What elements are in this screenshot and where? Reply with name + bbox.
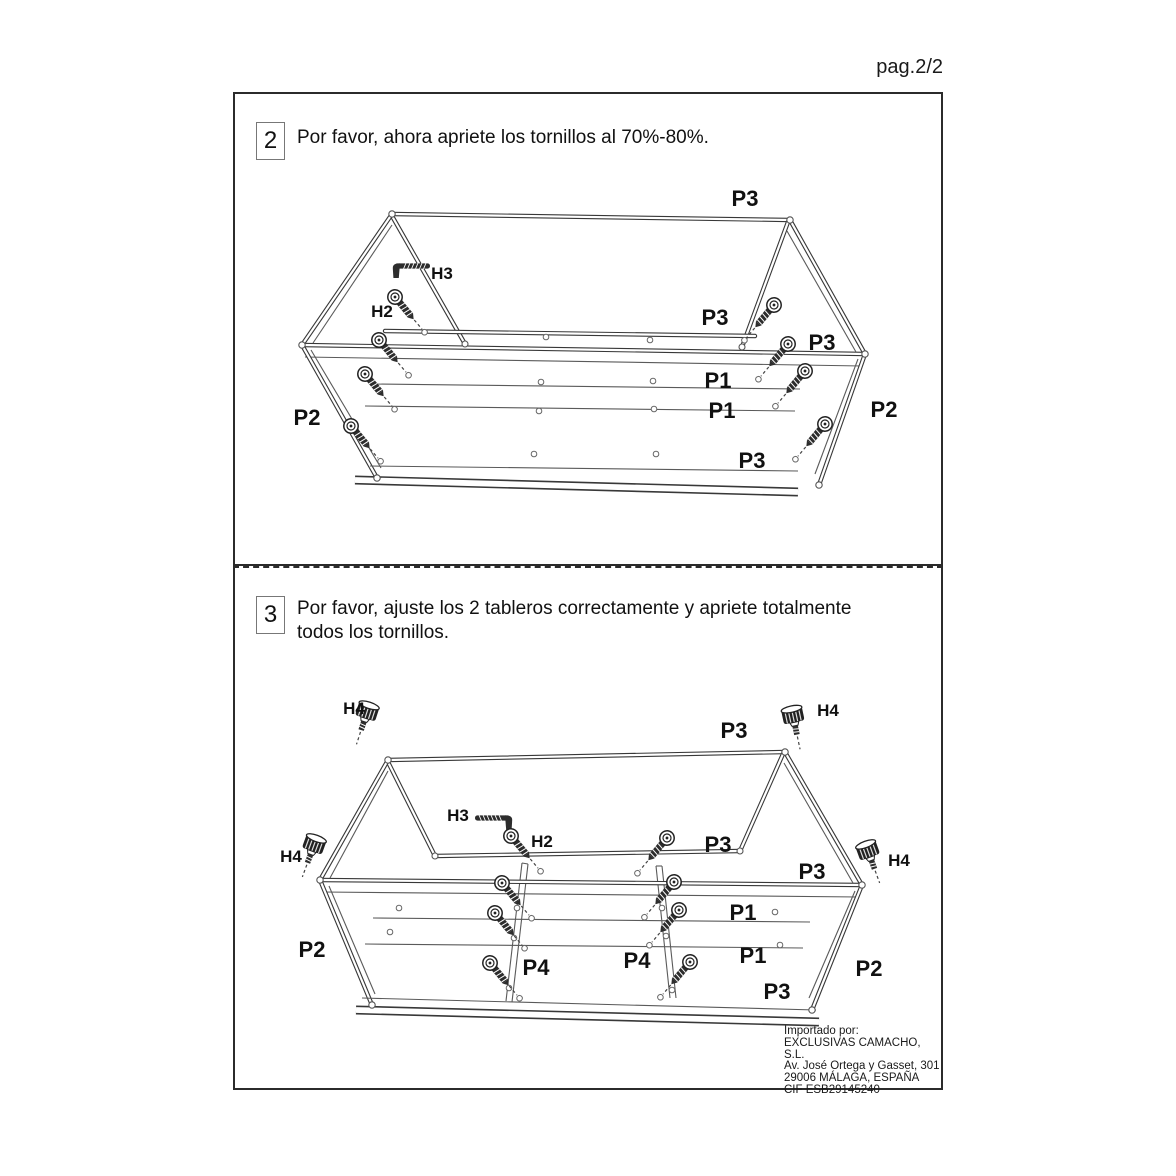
screw-icon — [341, 416, 388, 468]
step2-instruction: Por favor, ahora apriete los tornillos al 70%-80%. — [297, 127, 709, 148]
label-h2: H2 — [531, 832, 553, 851]
label-p3-right: P3 — [798, 859, 826, 884]
step3-diagram — [235, 568, 941, 1088]
step3-number-box: 3 — [256, 596, 285, 634]
label-p1-a: P1 — [704, 368, 732, 393]
label-p2-right: P2 — [870, 397, 898, 422]
label-h3: H3 — [431, 264, 453, 283]
thumbscrew-icon — [781, 704, 811, 752]
label-p3-bottom: P3 — [763, 979, 791, 1004]
screw-icon — [642, 900, 689, 952]
label-p1-b: P1 — [708, 398, 736, 423]
label-h4-topright: H4 — [817, 701, 839, 720]
label-h3: H3 — [447, 806, 469, 825]
importer-line: Av. José Ortega y Gasset, 301 — [784, 1060, 940, 1073]
label-h4-right: H4 — [888, 851, 910, 870]
label-h4-topleft: H4 — [343, 699, 365, 718]
label-p3-mid: P3 — [704, 832, 732, 857]
step3-instruction-line2: todos los tornillos. — [297, 622, 450, 643]
step2-number-box: 2 — [256, 122, 285, 160]
label-p4-left: P4 — [522, 955, 550, 980]
label-p2-left: P2 — [293, 405, 321, 430]
label-p3-bottom: P3 — [738, 448, 766, 473]
label-p3-top: P3 — [720, 718, 748, 743]
label-p3-top: P3 — [731, 186, 759, 211]
label-p2-left: P2 — [298, 937, 326, 962]
label-p3-right: P3 — [808, 330, 836, 355]
screw-icon — [355, 364, 402, 416]
label-p1-b: P1 — [739, 943, 767, 968]
screw-icon — [653, 952, 700, 1004]
importer-line: CIF ESB29145240 — [784, 1083, 880, 1096]
label-h4-left: H4 — [280, 847, 302, 866]
allen-key-icon — [475, 815, 512, 830]
screw-icon — [369, 330, 416, 382]
label-h2: H2 — [371, 302, 393, 321]
step3-instruction-line1: Por favor, ajuste los 2 tableros correctamente y apriete totalmente — [297, 598, 852, 619]
label-p2-right: P2 — [855, 956, 883, 981]
label-p4-right: P4 — [623, 948, 651, 973]
screw-icon — [480, 953, 527, 1005]
page-number: pag.2/2 — [876, 56, 943, 78]
step2-panel — [233, 92, 943, 566]
label-p1-a: P1 — [729, 900, 757, 925]
screw-icon — [751, 334, 798, 386]
step2-diagram — [235, 94, 941, 564]
importer-line: EXCLUSIVAS CAMACHO, S.L. — [784, 1036, 921, 1061]
label-p3-mid: P3 — [701, 305, 729, 330]
step3-instruction — [297, 597, 851, 645]
importer-info — [784, 1026, 941, 1097]
step3-panel — [233, 566, 943, 1096]
importer-line: Importado por: — [784, 1025, 859, 1037]
screw-icon — [768, 361, 815, 413]
importer-line: 29006 MÁLAGA, ESPAÑA — [784, 1072, 920, 1085]
